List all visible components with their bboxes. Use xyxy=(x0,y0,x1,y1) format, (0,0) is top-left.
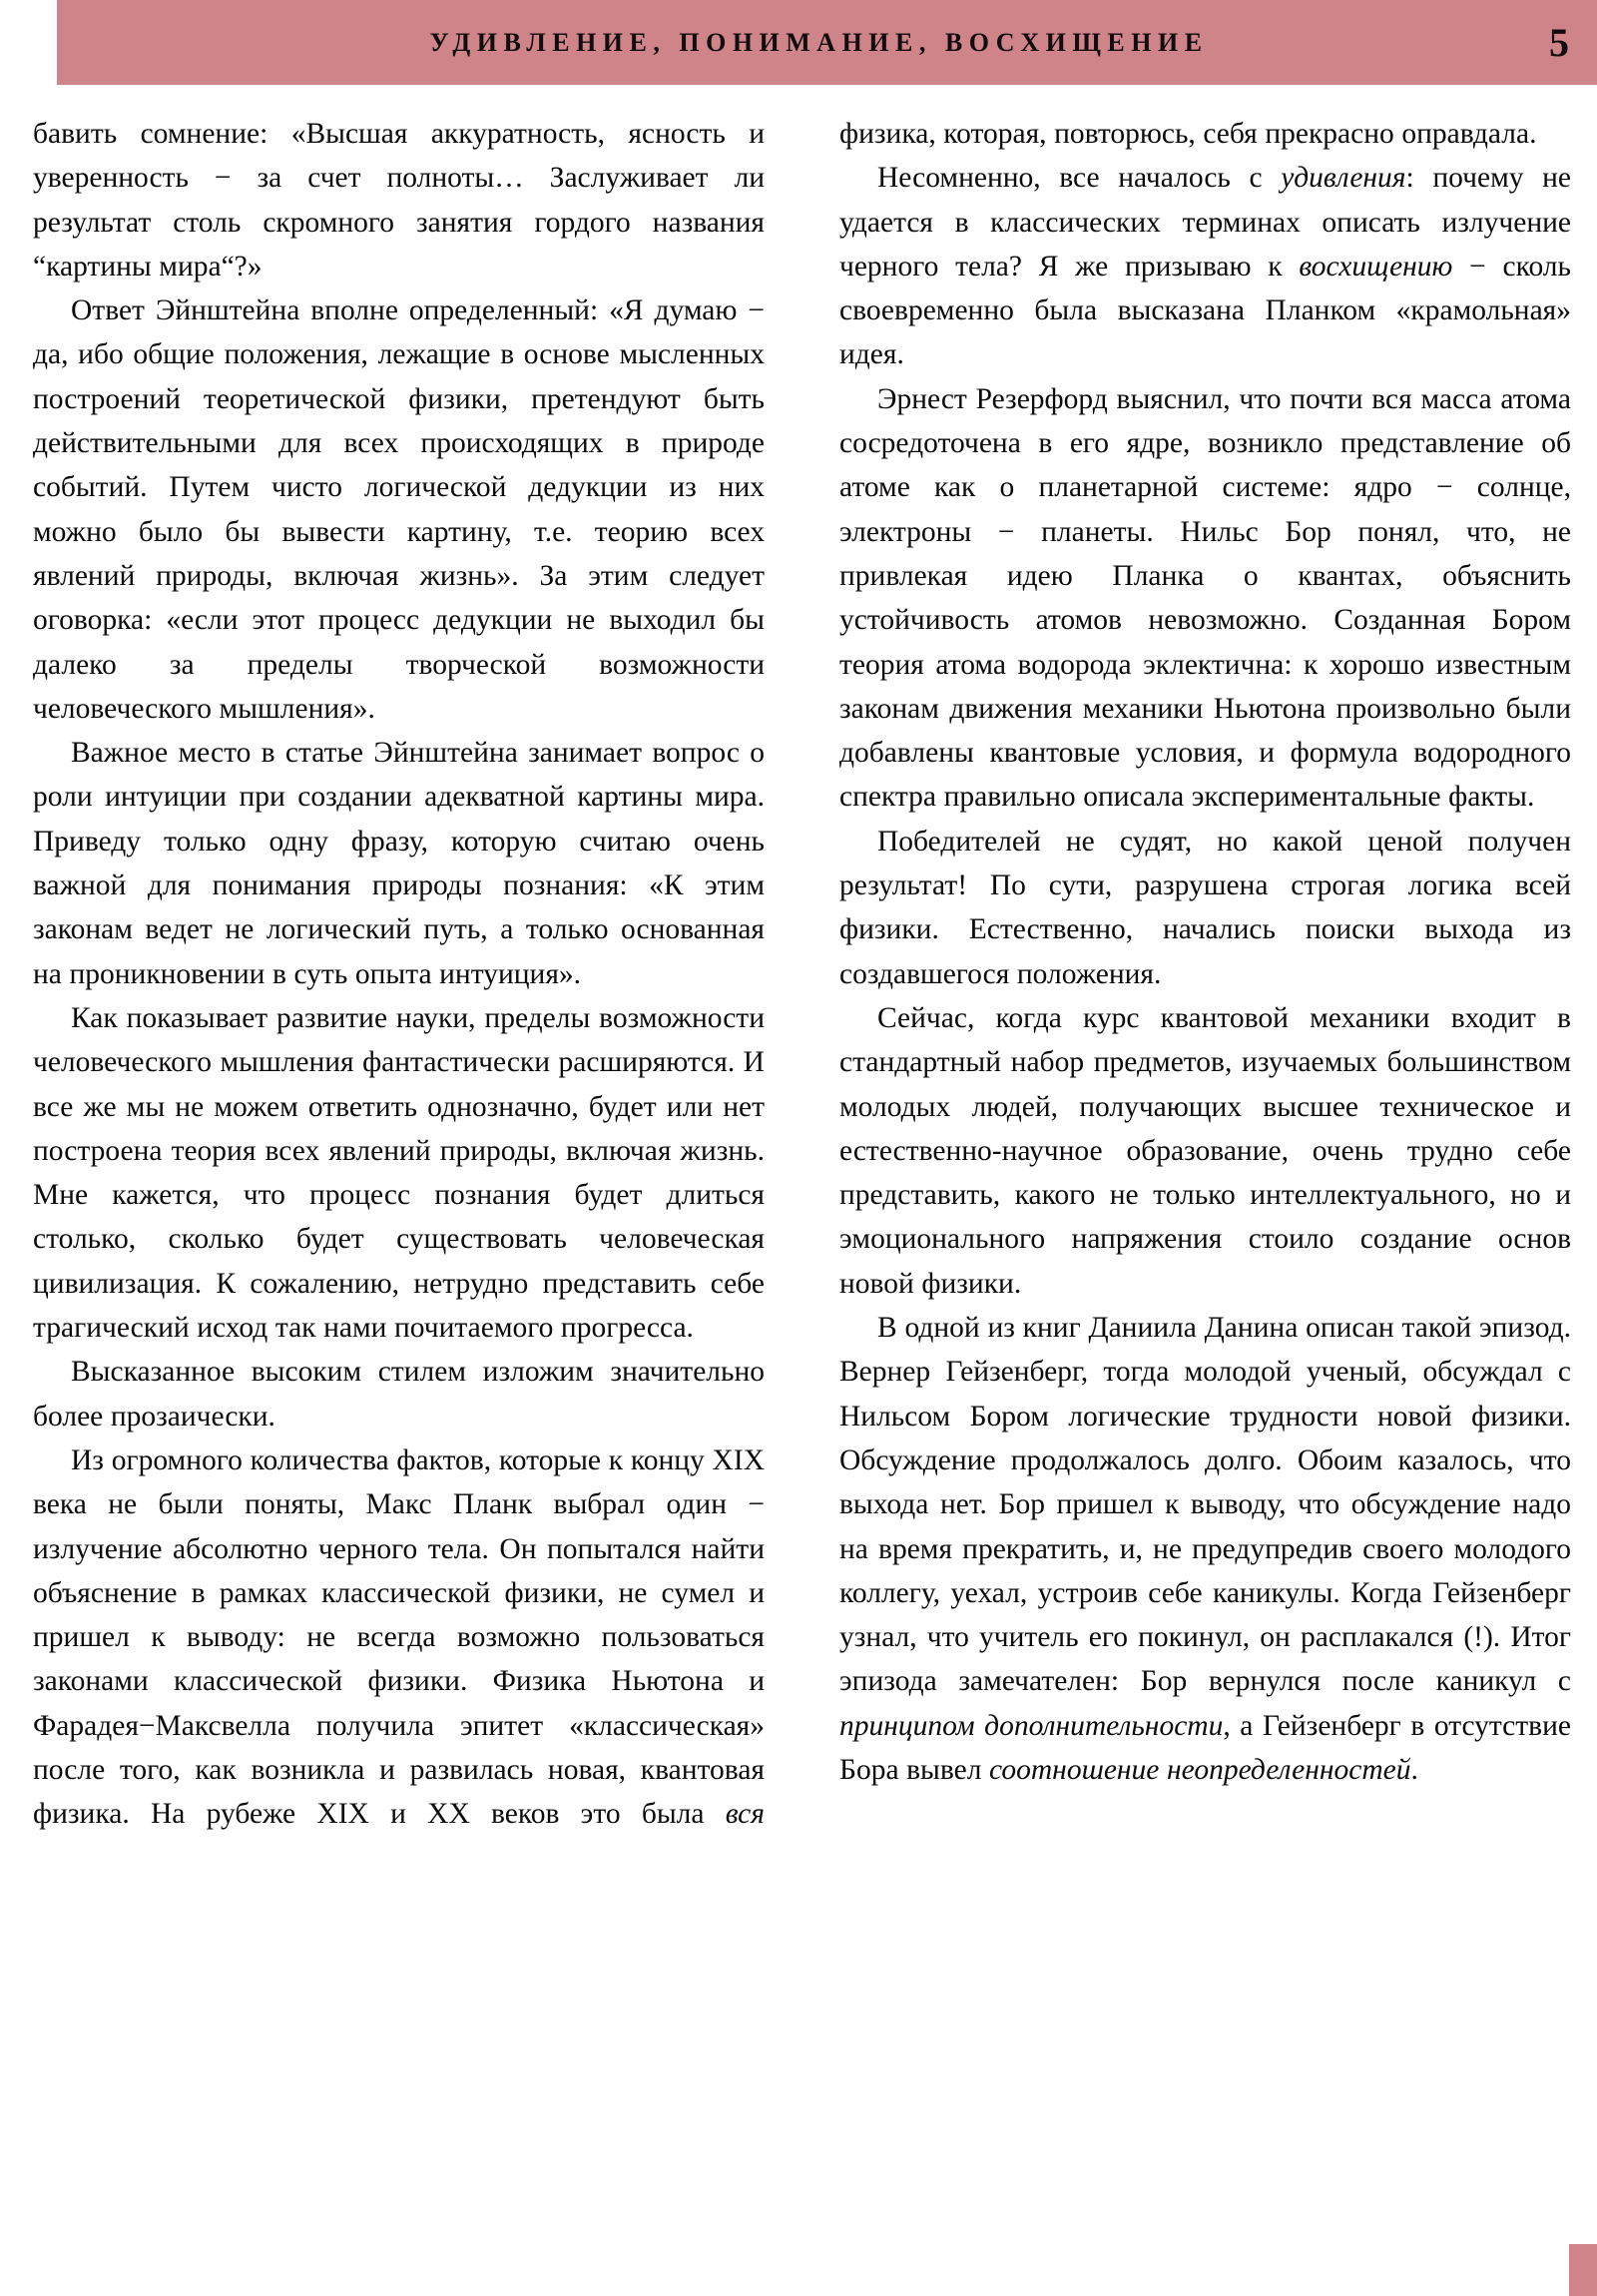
emphasis-text: принципом дополнительности xyxy=(839,1709,1224,1742)
body-columns xyxy=(33,112,1570,2268)
body-text: : почему не удается в классических терминах описать излучение черного тела? Я же призываю к xyxy=(839,162,1571,283)
text-column-right xyxy=(839,112,1571,2268)
emphasis-text: вся xyxy=(725,1798,765,1831)
body-text: Победителей не судят, но какой ценой получен результат! По сути, разрушена строгая логика всей физики. Естественно, начались поиски выхода из создавшегося положения. xyxy=(839,825,1571,990)
paragraph xyxy=(33,996,765,1350)
paragraph xyxy=(839,377,1571,820)
emphasis-text: удивления xyxy=(1281,162,1406,195)
paragraph xyxy=(33,288,765,731)
body-text: физика, которая, повторюсь, себя прекрасно оправдала. xyxy=(839,118,1537,150)
paragraph xyxy=(33,112,765,288)
body-text: . xyxy=(1410,1753,1418,1786)
body-text: В одной из книг Даниила Данина описан такой эпизод. Вернер Гейзенберг, тогда молодой ученый, обсуждал с Нильсом Бором логические трудности новой физики. Обсуждение продолжалось долго. Обоим казалось, что выхода нет. Бор пришел к выводу, что обсуждение надо на время прекратить, и, не предупредив своего молодого коллегу, уехал, устроив себе каникулы. Когда Гейзенберг узнал, что учитель его покинул, он расплакался (!). Итог эпизода замечателен: Бор вернулся после каникул с xyxy=(839,1312,1571,1698)
body-text: , а Гейзенберг в отсутствие Бора вывел xyxy=(839,1709,1571,1786)
paragraph xyxy=(839,1306,1571,1792)
corner-mark xyxy=(1569,2244,1597,2296)
body-text: Как показывает развитие науки, пределы возможности человеческого мышления фантастически расширяются. И все же мы не можем ответить однозначно, будет или нет построена теория всех явлений природы, включая жизнь. Мне кажется, что процесс познания будет длиться столько, сколько будет существовать человеческая цивилизация. К сожалению, нетрудно представить себе трагический исход так нами почитаемого прогресса. xyxy=(33,1001,765,1345)
body-text: Ответ Эйнштейна вполне определенный: «Я думаю − да, ибо общие положения, лежащие в основе мысленных построений теоретической физики, претендуют быть действительными для всех происходящих в природе событий. Путем чисто логической дедукции из них можно было бы вывести картину, т.е. теорию всех явлений природы, включая жизнь». За этим следует оговорка: «если этот процесс дедукции не выходил бы далеко за пределы творческой возможности человеческого мышления». xyxy=(33,294,765,725)
body-text: Несомненно, все началось с xyxy=(877,162,1282,195)
page-number: 5 xyxy=(1549,19,1569,65)
paragraph xyxy=(839,820,1571,996)
paragraph xyxy=(33,1438,765,1881)
emphasis-text: восхищению xyxy=(1299,250,1453,283)
paragraph xyxy=(33,731,765,996)
running-head xyxy=(57,0,1597,85)
body-text: − сколь своевременно была высказана Планком «крамольная» идея. xyxy=(839,250,1571,371)
body-text: Из огромного количества фактов, которые к концу XIX века не были поняты, Макс Планк выбрал один − излучение абсолютно черного тела. Он попытался найти объяснение в рамках классической физики, не сумел и пришел к выводу: не всегда возможно пользоваться законами классической физики. Физика Ньютона и Фарадея−Максвелла получила эпитет «классическая» после того, как возникла и развилась новая, квантовая физика. На рубеже XIX и XX веков это была xyxy=(33,1443,765,1831)
body-text: Сейчас, когда курс квантовой механики входит в стандартный набор предметов, изучаемых большинством молодых людей, получающих высшее техническое и естественно-научное образование, очень трудно себе представить, какого не только интеллектуального, но и эмоционального напряжения стоило создание основ новой физики. xyxy=(839,1001,1571,1300)
paragraph xyxy=(839,112,1571,156)
running-title: УДИВЛЕНИЕ, ПОНИМАНИЕ, ВОСХИЩЕНИЕ xyxy=(429,27,1209,57)
body-text: бавить сомнение: «Высшая аккуратность, ясность и уверенность − за счет полноты… Заслуживает ли результат столь скромного занятия гордого названия “картины мира“?» xyxy=(33,118,765,283)
body-text: Эрнест Резерфорд выяснил, что почти вся масса атома сосредоточена в его ядре, возникло представление об атоме как о планетарной системе: ядро − солнце, электроны − планеты. Нильс Бор понял, что, не привлекая идею Планка о квантах, объяснить устойчивость атомов невозможно. Созданная Бором теория атома водорода эклектична: к хорошо известным законам движения механики Ньютона произвольно были добавлены квантовые условия, и формула водородного спектра правильно описала экспериментальные факты. xyxy=(839,382,1571,814)
text-column-left xyxy=(33,112,765,2268)
paragraph xyxy=(839,156,1571,376)
paragraph xyxy=(33,1350,765,1438)
body-text: Важное место в статье Эйнштейна занимает вопрос о роли интуиции при создании адекватной картины мира. Приведу только одну фразу, которую считаю очень важной для понимания природы познания: «К этим законам ведет не логический путь, а только основанная на проникновении в суть опыта интуиция». xyxy=(33,737,765,990)
paragraph xyxy=(839,996,1571,1306)
emphasis-text: соотношение неопределенностей xyxy=(989,1753,1411,1786)
body-text: Высказанное высоким стилем изложим значительно более прозаически. xyxy=(33,1356,765,1433)
